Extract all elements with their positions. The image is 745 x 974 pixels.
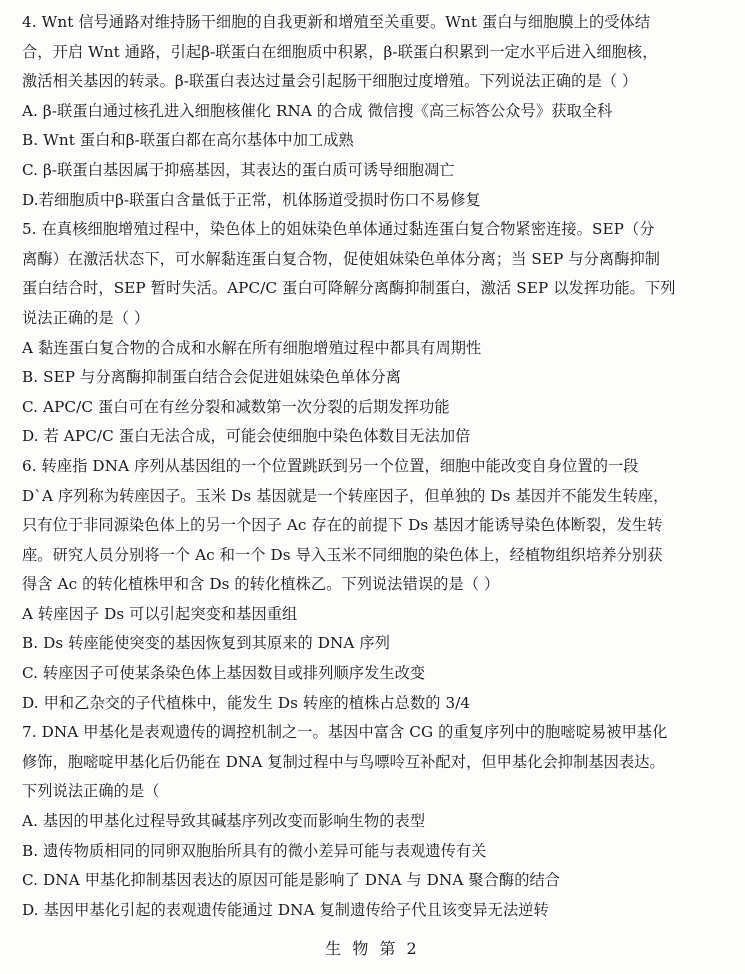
question-stem-line: 5. 在真核细胞增殖过程中，染色体上的姐妹染色单体通过黏连蛋白复合物紧密连接。SEP（分 bbox=[22, 220, 655, 239]
option-b: B. Ds 转座能使突变的基因恢复到其原来的 DNA 序列 bbox=[22, 634, 390, 653]
option-a: A 转座因子 Ds 可以引起突变和基因重组 bbox=[22, 604, 298, 623]
question-stem-line: 离酶）在激活状态下，可水解黏连蛋白复合物，促使姐妹染色单体分离；当 SEP 与分离酶抑制 bbox=[22, 249, 661, 268]
option-c: C. APC/C 蛋白可在有丝分裂和减数第一次分裂的后期发挥功能 bbox=[22, 397, 450, 416]
question-stem-line: 说法正确的是（ ） bbox=[22, 308, 150, 327]
question-stem-line: 合，开启 Wnt 通路，引起β-联蛋白在细胞质中积累，β-联蛋白积累到一定水平后进入细胞核， bbox=[22, 42, 658, 61]
option-a: A. 基因的甲基化过程导致其碱基序列改变而影响生物的表型 bbox=[22, 812, 426, 831]
option-d: D. 若 APC/C 蛋白无法合成，可能会使细胞中染色体数目无法加倍 bbox=[22, 427, 471, 446]
question-list bbox=[22, 8, 722, 925]
page-footer: 生 物 第 2 bbox=[325, 939, 420, 958]
question-stem-line: 修饰，胞嘧啶甲基化后仍能在 DNA 复制过程中与鸟嘌呤互补配对，但甲基化会抑制基因表达。 bbox=[22, 752, 665, 771]
question-stem-line: 座。研究人员分别将一个 Ac 和一个 Ds 导入玉米不同细胞的染色体上，经植物组织培养分别获 bbox=[22, 545, 663, 564]
option-c: C. DNA 甲基化抑制基因表达的原因可能是影响了 DNA 与 DNA 聚合酶的结合 bbox=[22, 871, 561, 890]
question-stem-line: 下列说法正确的是（ bbox=[22, 782, 160, 801]
question-stem-line: 蛋白结合时，SEP 暂时失活。APC/C 蛋白可降解分离酶抑制蛋白，激活 SEP 以发挥功能。下列 bbox=[22, 279, 676, 298]
question-stem-line: 6. 转座指 DNA 序列从基因组的一个位置跳跃到另一个位置，细胞中能改变自身位置的一段 bbox=[22, 456, 639, 475]
option-c: C. 转座因子可使某条染色体上基因数目或排列顺序发生改变 bbox=[22, 664, 426, 683]
question-7 bbox=[22, 718, 722, 925]
question-stem-line: 只有位于非同源染色体上的另一个因子 Ac 存在的前提下 Ds 基因才能诱导染色体断裂，发生转 bbox=[22, 516, 663, 535]
question-5 bbox=[22, 215, 722, 452]
option-d: D. 甲和乙杂交的子代植株中，能发生 Ds 转座的植株占总数的 3/4 bbox=[22, 693, 471, 712]
option-d: D.若细胞质中β-联蛋白含量低于正常，机体肠道受损时伤口不易修复 bbox=[22, 190, 481, 209]
question-stem-line: 7. DNA 甲基化是表观遗传的调控机制之一。基因中富含 CG 的重复序列中的胞嘧啶易被甲基化 bbox=[22, 723, 668, 742]
option-c: C. β-联蛋白基因属于抑癌基因，其表达的蛋白质可诱导细胞凋亡 bbox=[22, 160, 455, 179]
option-a: A. β-联蛋白通过核孔进入细胞核催化 RNA 的合成 微信搜《高三标答公众号》获取全科 bbox=[22, 101, 613, 120]
option-b: B. 遗传物质相同的同卵双胞胎所具有的微小差异可能与表观遗传有关 bbox=[22, 841, 487, 860]
question-6 bbox=[22, 452, 722, 718]
question-stem-line: 4. Wnt 信号通路对维持肠干细胞的自我更新和增殖至关重要。Wnt 蛋白与细胞膜上的受体结 bbox=[22, 13, 651, 31]
option-b: B. SEP 与分离酶抑制蛋白结合会促进姐妹染色单体分离 bbox=[22, 368, 402, 387]
question-stem-line: D`A 序列称为转座因子。玉米 Ds 基因就是一个转座因子，但单独的 Ds 基因并不能发生转座， bbox=[22, 486, 669, 505]
question-stem-line: 得含 Ac 的转化植株甲和含 Ds 的转化植株乙。下列说法错误的是（ ） bbox=[22, 575, 500, 594]
option-d: D. 基因甲基化引起的表观遗传能通过 DNA 复制遗传给子代且该变异无法逆转 bbox=[22, 900, 549, 919]
option-a: A 黏连蛋白复合物的合成和水解在所有细胞增殖过程中都具有周期性 bbox=[22, 338, 482, 357]
option-b: B. Wnt 蛋白和β-联蛋白都在高尔基体中加工成熟 bbox=[22, 131, 354, 150]
question-4 bbox=[22, 8, 722, 215]
question-stem-line: 激活相关基因的转录。β-联蛋白表达过量会引起肠干细胞过度增殖。下列说法正确的是（ ） bbox=[22, 72, 638, 91]
